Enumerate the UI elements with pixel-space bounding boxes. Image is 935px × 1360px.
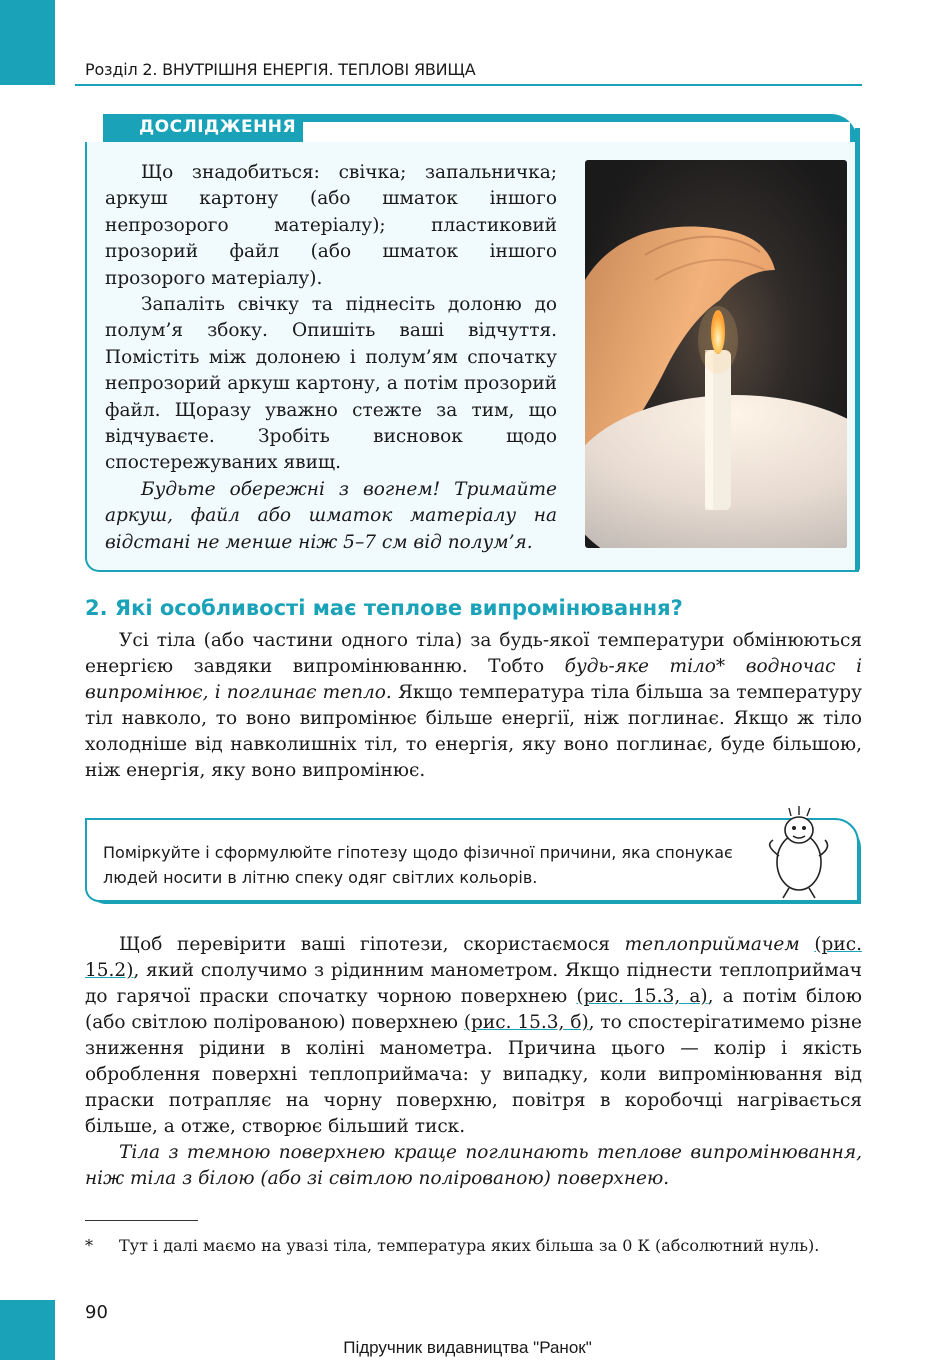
research-warning: Будьте обережні з вогнем! Тримайте аркуш, файл або шматок матеріалу на відстані не менше ніж 5–7 см від полум’я. (105, 478, 557, 553)
candle-hand-photo (585, 160, 847, 548)
conclusion-statement: Тіла з темною поверхнею краще поглинають теплове випромінювання, ніж тіла з білою (або зі світлою полірованою) поверхнею. (85, 1142, 862, 1189)
think-box (85, 818, 863, 902)
publisher-footer: Підручник видавництва "Ранок" (343, 1338, 592, 1357)
research-label: ДОСЛІДЖЕННЯ (139, 117, 297, 137)
header-divider (75, 84, 862, 86)
section-heading: 2. Які особливості має теплове випромінювання? (85, 596, 683, 620)
research-box (85, 114, 860, 572)
think-text: Поміркуйте і сформулюйте гіпотезу щодо фізичної причини, яка спонукає людей носити в літню спеку одяг світлих кольорів. (103, 843, 733, 887)
figure-ref-15-3a[interactable]: (рис. 15.3, а) (576, 986, 708, 1007)
figure-ref-15-3b[interactable]: (рис. 15.3, б) (463, 1012, 589, 1033)
section-paragraph: Усі тіла (або частини одного тіла) за будь-якої температури обмінюються енергією завдяки випромінюванню. Тобто будь-яке тіло* водночас і випромінює, і поглинає тепло. Якщо температура тіла більша за температуру тіл навколо, то воно випромінює більше енергії, ніж поглинає. Якщо ж тіло холодніше від навколишніх тіл, то енергія, яку воно поглинає, буде більшою, ніж енергія, яку воно випромінює. (85, 630, 862, 781)
footnote-text: Тут і далі маємо на увазі тіла, температура яких більша за 0 К (абсолютний нуль). (119, 1236, 820, 1255)
top-accent-bar (0, 0, 55, 85)
footnote-divider (85, 1220, 198, 1221)
thinking-figure-icon (763, 804, 843, 900)
chapter-header: Розділ 2. ВНУТРІШНЯ ЕНЕРГІЯ. ТЕПЛОВІ ЯВИЩА (85, 60, 476, 79)
figure-ref-15-2[interactable]: (рис. 15.2) (85, 934, 862, 981)
research-text (105, 160, 557, 556)
key-statement: будь-яке тіло* водночас і випромінює, і поглинає тепло. (85, 656, 862, 703)
research-instructions: Запаліть свічку та піднесіть долоню до полум’я збоку. Опишіть ваші відчуття. Помістіть між долонею і полум’ям спочатку непрозорий аркуш картону, а потім прозорий файл. Щоразу уважно стежте за тим, що відчуваєте. Зробіть висновок щодо спостережуваних явищ. (105, 294, 557, 474)
body-text: Щоб перевірити ваші гіпотези, скористаємося теплоприймачем (рис. 15.2), який сполучимо з рідинним манометром. Якщо піднести теплоприймач до гарячої праски спочатку чорною поверхнею (рис. 15.3, а), а потім білою (або світлою полірованою) поверхнею (рис. 15.3, б), то спостерігатимемо різне зниження рідини в коліні манометра. Причина цього — колір і якість оброблення поверхні теплоприймача: у випадку, коли випромінювання від праски потрапляє на чорну поверхню, повітря в коробочці нагрівається більше, а отже, створює більший тиск. Тіла з темною поверхнею краще поглинають теплове випромінювання, ніж тіла з білою (або зі світлою полірованою) поверхнею. (85, 932, 862, 1192)
page-number: 90 (85, 1302, 108, 1323)
research-materials: Що знадобиться: свічка; запальничка; аркуш картону (або шматок іншого непрозорого матеріалу); пластиковий прозорий файл (або шматок іншого прозорого матеріалу). (105, 162, 557, 289)
